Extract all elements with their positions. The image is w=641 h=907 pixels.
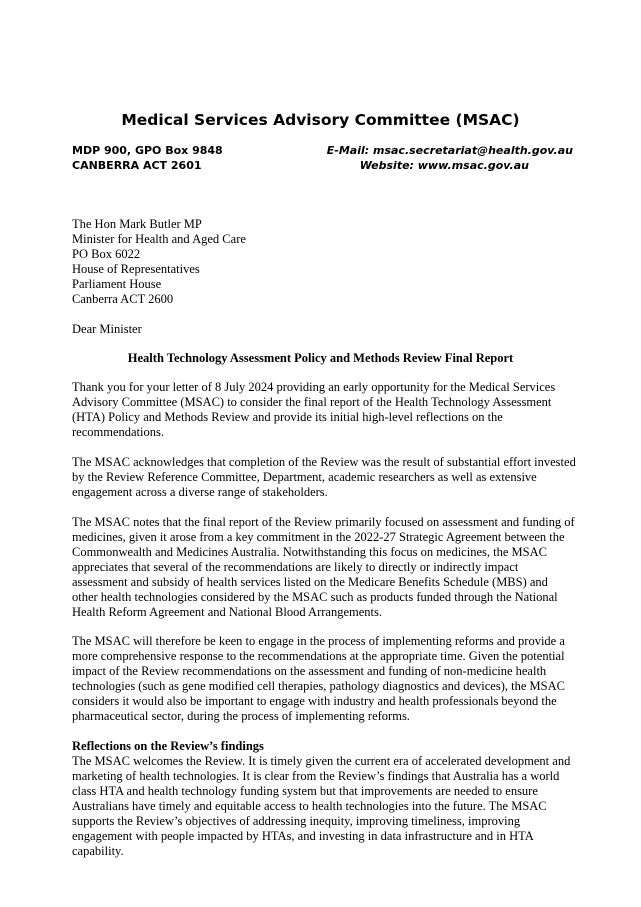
contact-details <box>327 143 573 173</box>
recipient-line: Parliament House <box>72 277 162 291</box>
subject-line: Health Technology Assessment Policy and Methods Review Final Report <box>127 351 514 365</box>
paragraph-text: The MSAC welcomes the Review. It is timely given the current era of accelerated development and marketing of health technologies. It is clear from the Review’s findings that Australia has a world class HTA and health technology funding system but that improvements are needed to ensure Australians have timely and equitable access to health technologies into the future. The MSAC supports the Review’s objectives of addressing inequity, improving timeliness, improving engagement with people impacted by HTAs, and investing in data infrastructure and in HTA capability. <box>72 754 571 858</box>
website-line: Website: www.msac.gov.au <box>359 159 529 172</box>
paragraph-text: Thank you for your letter of 8 July 2024 providing an early opportunity for the Medical Services Advisory Committee (MSAC) to consider the final report of the Health Technology Assessment (HTA) Policy and Methods Review and provide its initial high-level reflections on the recommendations. <box>72 380 556 439</box>
salutation: Dear Minister <box>72 322 142 336</box>
paragraph-3 <box>72 515 576 620</box>
recipient-line: Canberra ACT 2600 <box>72 292 174 306</box>
section-heading: Reflections on the Review’s findings <box>72 739 264 753</box>
email-line: E-Mail: msac.secretariat@health.gov.au <box>326 144 573 157</box>
paragraph-2 <box>72 455 576 500</box>
paragraph-text: The MSAC will therefore be keen to engage in the process of implementing reforms and provide a more comprehensive response to the recommendations at the appropriate time. Given the potential impact of the Review recommendations on the assessment and funding of non-medicine health technologies (such as gene modified cell therapies, pathology diagnostics and devices), the MSAC considers it would also be important to engage with industry and health professionals beyond the pharmaceutical sector, during the process of implementing reforms. <box>72 634 565 723</box>
recipient-line: PO Box 6022 <box>72 247 141 261</box>
recipient-line: The Hon Mark Butler MP <box>72 217 202 231</box>
reflections-section <box>72 739 576 859</box>
recipient-line: Minister for Health and Aged Care <box>72 232 246 246</box>
recipient-address <box>72 217 246 307</box>
paragraph-1 <box>72 380 576 440</box>
postal-address <box>72 143 223 173</box>
address-line: MDP 900, GPO Box 9848 <box>72 144 223 157</box>
letterhead-title: Medical Services Advisory Committee (MSAC) <box>121 111 520 129</box>
paragraph-text: The MSAC acknowledges that completion of the Review was the result of substantial effort invested by the Review Reference Committee, Department, academic researchers as well as extensive engagement across a diverse range of stakeholders. <box>72 455 576 499</box>
address-line: CANBERRA ACT 2601 <box>72 159 202 172</box>
recipient-line: House of Representatives <box>72 262 200 276</box>
paragraph-text: The MSAC notes that the final report of the Review primarily focused on assessment and funding of medicines, given it arose from a key commitment in the 2022-27 Strategic Agreement between the Commonwealth and Medicines Australia. Notwithstanding this focus on medicines, the MSAC appreciates that several of the recommendations are likely to directly or indirectly impact assessment and subsidy of health services listed on the Medicare Benefits Schedule (MBS) and other health technologies considered by the MSAC such as products funded through the National Health Reform Agreement and National Blood Arrangements. <box>72 515 575 619</box>
paragraph-4 <box>72 634 576 724</box>
